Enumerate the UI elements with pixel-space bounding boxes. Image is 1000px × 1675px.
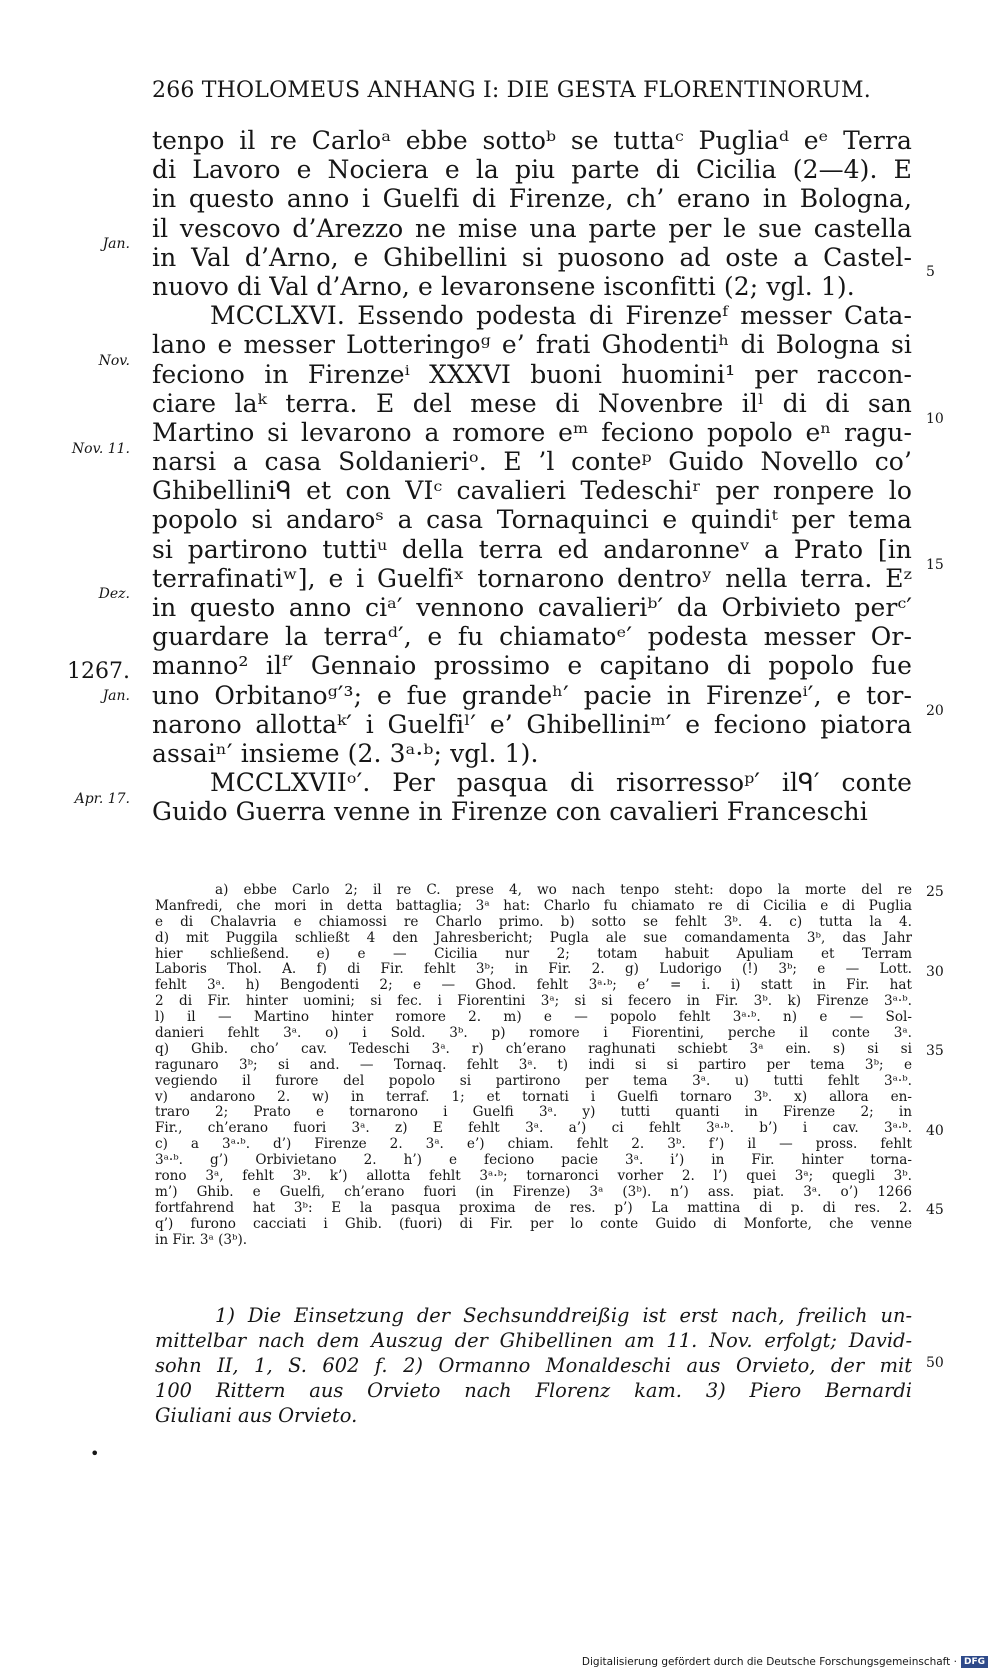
variant-line: d) mit Puggila schließt 4 den Jahresbericht; Pugla ale sue comandamenta 3ᵇ, das Jahr <box>155 929 912 946</box>
margin-date: Jan. <box>102 236 130 252</box>
variant-line: e di Chalavria e chiamossi re Charlo primo. b) sotto se fehlt 3ᵇ. 4. c) tutta la 4. <box>155 913 912 930</box>
margin-date: Dez. <box>98 586 130 602</box>
running-head: 266 THOLOMEUS ANHANG I: DIE GESTA FLORENTINORUM. <box>152 78 871 103</box>
variant-apparatus <box>155 883 912 1248</box>
main-line: assaiⁿ′ insieme (2. 3ᵃ·ᵇ; vgl. 1). <box>152 738 539 768</box>
variant-line: a) ebbe Carlo 2; il re C. prese 4, wo nach tenpo steht: dopo la morte del re <box>215 882 912 898</box>
margin-date: Nov. 11. <box>71 441 130 457</box>
variant-line: q’) furono cacciati i Ghib. (fuori) di Fir. per lo conte Guido di Monforte, che venne <box>155 1215 912 1232</box>
digitization-footer <box>582 1656 988 1668</box>
main-line: MCCLXVIIᵒ′. Per pasqua di risorressoᵖ′ ilᑫ′ conte <box>210 768 912 798</box>
main-line: narsi a casa Soldanieriᵒ. E ’l conteᵖ Guido Novello co’ <box>152 447 912 477</box>
main-line: il vescovo d’Arezzo ne mise una parte per le sue castella <box>152 213 912 243</box>
explanatory-line: mittelbar nach dem Auszug der Ghibellinen am 11. Nov. erfolgt; David- <box>155 1329 912 1352</box>
main-line: di Lavoro e Nociera e la piu parte di Cicilia (2—4). E <box>152 155 912 185</box>
line-number: 15 <box>926 557 944 573</box>
explanatory-line: 1) Die Einsetzung der Sechsunddreißig ist erst nach, freilich un- <box>215 1304 912 1327</box>
variant-line: Fir., ch’erano fuori 3ᵃ. z) E fehlt 3ᵃ. a’) ci fehlt 3ᵃ·ᵇ. b’) i cav. 3ᵃ·ᵇ. <box>155 1120 912 1137</box>
main-line: tenpo il re Carloᵃ ebbe sottoᵇ se tuttaᶜ Pugliaᵈ eᵉ Terra <box>152 126 912 155</box>
variant-line: danieri fehlt 3ᵃ. o) i Sold. 3ᵇ. p) romore i Fiorentini, perche il conte 3ᵃ. <box>155 1025 912 1042</box>
main-line: in questo anno ciᵃ′ vennono cavalieriᵇ′ da Orbivieto perᶜ′ <box>152 593 912 622</box>
main-line: MCCLXVI. Essendo podesta di Firenzeᶠ messer Cata- <box>210 301 912 331</box>
main-line: nuovo di Val d’Arno, e levaronsene isconfitti (2; vgl. 1). <box>152 271 855 301</box>
footer-text: Digitalisierung gefördert durch die Deutsche Forschungsgemeinschaft · <box>581 1656 957 1668</box>
explanatory-line: 100 Rittern aus Orvieto nach Florenz kam. 3) Piero Bernardi <box>155 1379 912 1402</box>
variant-line: fehlt 3ᵃ. h) Bengodenti 2; e — Ghod. fehlt 3ᵃ·ᵇ; e’ = i. i) statt in Fir. hat <box>155 977 912 994</box>
main-line: Ghibelliniᑫ et con VIᶜ cavalieri Tedeschiʳ per ronpere lo <box>152 476 912 506</box>
line-number: 30 <box>926 964 944 980</box>
margin-date: Nov. <box>98 353 130 369</box>
margin-date: Apr. 17. <box>74 791 130 807</box>
variant-line: Laboris Thol. A. f) di Fir. fehlt 3ᵇ; in Fir. 2. g) Ludorigo (!) 3ᵇ; e — Lott. <box>155 961 912 978</box>
variant-line: m’) Ghib. e Guelfi, ch’erano fuori (in Firenze) 3ᵃ (3ᵇ). n’) ass. piat. 3ᵃ. o’) 1266 <box>155 1183 912 1200</box>
variant-line: fortfahrend hat 3ᵇ: E la pasqua proxima de res. p’) La mattina di p. di res. 2. <box>155 1199 912 1216</box>
variant-line: rono 3ᵃ, fehlt 3ᵇ. k’) allotta fehlt 3ᵃ·ᵇ; tornaronci vorher 2. l’) quei 3ᵃ; quegli 3ᵇ. <box>155 1168 912 1185</box>
variant-line: in Fir. 3ᵃ (3ᵇ). <box>155 1231 248 1248</box>
main-line: in questo anno i Guelfi di Firenze, ch’ erano in Bologna, <box>152 184 912 214</box>
line-number: 10 <box>926 411 944 427</box>
dfg-logo-icon: DFG <box>961 1656 988 1668</box>
main-line: guardare la terraᵈ′, e fu chiamatoᵉ′ podesta messer Or- <box>152 622 912 652</box>
variant-line: q) Ghib. cho’ cav. Tedeschi 3ᵃ. r) ch’erano raghunati schiebt 3ᵃ ein. s) si si <box>155 1040 912 1057</box>
explanatory-line: sohn II, 1, S. 602 f. 2) Ormanno Monaldeschi aus Orvieto, der mit <box>155 1354 912 1377</box>
main-line: si partirono tuttiᵘ della terra ed andaronneᵛ a Prato [in <box>152 534 912 564</box>
main-line: terrafinatiʷ], e i Guelfiˣ tornarono dentroʸ nella terra. Eᶻ <box>152 563 912 593</box>
main-line: lano e messer Lotteringoᵍ e’ frati Ghodentiʰ di Bologna si <box>152 330 912 360</box>
variant-line: hier schließend. e) e — Cicilia nur 2; totam habuit Apuliam et Terram <box>155 945 912 962</box>
main-line: in Val d’Arno, e Ghibellini si puosono ad oste a Castel- <box>152 242 912 272</box>
margin-date: Jan. <box>102 688 130 704</box>
line-number: 40 <box>926 1123 944 1139</box>
line-number: 50 <box>926 1355 944 1371</box>
line-number: 35 <box>926 1043 944 1059</box>
variant-line: ragunaro 3ᵇ; si and. — Tornaq. fehlt 3ᵃ. t) indi si si partiro per tema 3ᵇ; e <box>155 1056 912 1073</box>
variant-line: Manfredi, che mori in detta battaglia; 3ᵃ hat: Charlo fu chiamato re di Cicilia e di Puglia <box>155 897 912 914</box>
variant-line: l) il — Martino hinter romore 2. m) e — popolo fehlt 3ᵃ·ᵇ. n) e — Sol- <box>155 1009 912 1026</box>
line-number: 45 <box>926 1202 944 1218</box>
explanatory-line: Giuliani aus Orvieto. <box>155 1404 358 1427</box>
line-number: 25 <box>926 884 944 900</box>
variant-line: c) a 3ᵃ·ᵇ. d’) Firenze 2. 3ᵃ. e’) chiam. fehlt 2. 3ᵇ. f’) il — pross. fehlt <box>155 1136 912 1153</box>
main-text <box>152 126 912 827</box>
variant-line: 2 di Fir. hinter uomini; si fec. i Fiorentini 3ᵃ; si si fecero in Fir. 3ᵇ. k) Firenze 3ᵃ·ᵇ. <box>155 993 912 1010</box>
main-line: narono allottaᵏ′ i Guelfiˡ′ e’ Ghibelliniᵐ′ e feciono piatora <box>152 709 912 739</box>
margin-year: 1267. <box>67 659 130 684</box>
variant-line: traro 2; Prato e tornarono i Guelfi 3ᵃ. y) tutti quanti in Firenze 2; in <box>155 1104 912 1121</box>
main-line: manno² ilᶠ′ Gennaio prossimo e capitano di popolo fue <box>152 651 912 681</box>
main-line: Guido Guerra venne in Firenze con cavalieri Franceschi <box>152 797 868 827</box>
line-number: 20 <box>926 703 944 719</box>
line-number: 5 <box>926 264 935 280</box>
main-line: Martino si levarono a romore eᵐ feciono popolo eⁿ ragu- <box>152 417 912 447</box>
stray-mark: • <box>90 1444 100 1463</box>
variant-line: vegiendo il furore del popolo si partirono per tema 3ᵃ. u) tutti fehlt 3ᵃ·ᵇ. <box>155 1072 912 1089</box>
variant-line: v) andarono 2. w) in terraf. 1; et tornati i Guelfi tornaro 3ᵇ. x) allora en- <box>155 1088 912 1105</box>
main-line: uno Orbitanoᵍ′³; e fue grandeʰ′ pacie in Firenzeⁱ′, e tor- <box>152 680 912 710</box>
explanatory-notes <box>155 1303 912 1428</box>
main-line: feciono in Firenzeⁱ XXXVI buoni huomini¹ per raccon- <box>152 359 912 389</box>
main-line: popolo si andaroˢ a casa Tornaquinci e quindiᵗ per tema <box>152 505 912 535</box>
variant-line: 3ᵃ·ᵇ. g’) Orbivietano 2. h’) e feciono pacie 3ᵃ. i’) in Fir. hinter torna- <box>155 1152 912 1169</box>
main-line: ciare laᵏ terra. E del mese di Novenbre ilˡ di di san <box>152 388 912 418</box>
